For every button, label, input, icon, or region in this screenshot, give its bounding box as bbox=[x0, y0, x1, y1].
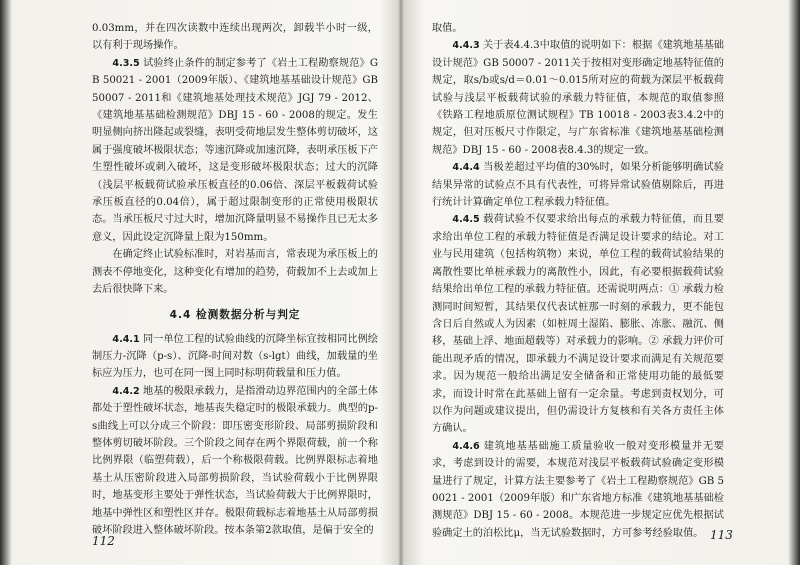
section-text: 地基的极限承载力，是指滑动边界范围内的全部土体都处于塑性破坏状态，地基丧失稳定时的极限承载力。典型的p-s曲线上可以分成三个阶段：即压密变形阶段、局部剪损阶段和整体剪切破坏阶段。三个阶段之间存在两个界限荷载，前一个称比例界限（临塑荷载），后一个称极限荷载。比例界限标志着地基土从压密阶段进入局部剪损阶段，当试验荷载小于比例界限时，地基变形主要处于弹性状态，当试验荷载大于比例界限时，地基中弹性区和塑性区并存。极限荷载标志着地基土从局部剪损破坏阶段进入整体破坏阶段。按本条第2款取值，是偏于安全的 bbox=[92, 385, 378, 536]
section-4-3-5 bbox=[92, 55, 378, 246]
left-page bbox=[92, 20, 378, 539]
section-4-4-5 bbox=[432, 211, 724, 437]
section-text: 建筑地基基础施工质量验收一般对变形模量并无要求，考虑到设计的需要，本规范对浅层平板载荷试验确定变形模量进行了规定，计算方法主要参考了《岩土工程勘察规范》GB 50021 - 2001（2009年版）和广东省地方标准《建筑地基基础检测规范》DBJ 15 - 60 - 2008。本规范进一步规定应优先根据试验确定土的泊松比μ，当无试验数据时，方可参考经验取值。 bbox=[432, 440, 724, 539]
paragraph-continuation: 取值。 bbox=[432, 23, 463, 34]
section-number: 4.3.5 bbox=[112, 57, 140, 69]
paragraph-rock-foundation: 在确定终止试验标准时，对岩基而言，常表现为承压板上的测表不停地变化，这种变化有增加的趋势，荷载加不上去或加上去后很快降下来。 bbox=[92, 249, 378, 296]
section-4-4-1 bbox=[92, 331, 378, 383]
page-number-right: 113 bbox=[710, 528, 733, 542]
section-4-4-2 bbox=[92, 383, 378, 540]
paragraph-continuation: 0.03mm，并在四次读数中连续出现两次，卸载半小时一级，以有利于现场操作。 bbox=[92, 23, 378, 52]
right-page bbox=[432, 20, 724, 542]
section-text: 关于表4.4.3中取值的说明如下：根据《建筑地基基础设计规范》GB 50007 - 2011关于按相对变形确定地基特征值的规定，取s/b或s/d＝0.01～0.015所对应的荷载为深层平板载荷试验与浅层平板载荷试验的承载力特征值，本规范的取值参照《铁路工程地质原位测试规程》TB 10018 - 2003表3.4.2中的规定，但对压板尺寸作限定，与广东省标准《建筑地基基础检测规范》DBJ 15 - 60 - 2008表8.4.3的规定一致。 bbox=[432, 40, 724, 156]
section-text: 同一单位工程的试验曲线的沉降坐标宜按相同比例绘制压力-沉降（p-s）、沉降-时间对数（s-lgt）曲线，加载量的坐标应为压力，也可在同一图上同时标明荷载量和压力值。 bbox=[92, 333, 378, 380]
page-number-left: 112 bbox=[92, 534, 115, 548]
section-4-4-3 bbox=[432, 37, 724, 159]
section-number: 4.4.4 bbox=[452, 162, 480, 174]
section-number: 4.4.1 bbox=[112, 333, 140, 345]
section-text: 试验终止条件的制定参考了《岩土工程勘察规范》GB 50021 - 2001（2009年版）、《建筑地基基础设计规范》GB 50007 - 2011和《建筑地基处理技术规范》JGJ 79 - 2012、《建筑地基基础检测规范》DBJ 15 - 60 - 2008的规定。发生明显侧向挤出隆起或裂缝，表明受荷地层发生整体剪切破坏，这属于强度破坏极限状态；等速沉降或加速沉降，表明承压板下产生塑性破坏或刺入破坏，这是变形破坏极限状态；过大的沉降（浅层平板载荷试验承压板直径的0.06倍、深层平板载荷试验承压板直径的0.04倍），属于超过限制变形的正常使用极限状态。当承压板尺寸过大时，增加沉降量明显不易操作且已无太多意义，因此设定沉降量上限为150mm。 bbox=[92, 57, 378, 243]
section-number: 4.4.5 bbox=[452, 214, 480, 226]
section-text: 当极差超过平均值的30%时，如果分析能够明确试验结果异常的试验点不具有代表性，可将异常试验值剔除后，再进行统计计算确定单位工程承载力特征值。 bbox=[432, 162, 724, 209]
section-4-4-6 bbox=[432, 438, 724, 542]
section-number: 4.4.2 bbox=[112, 385, 140, 397]
section-4-4-4 bbox=[432, 159, 724, 211]
section-text: 载荷试验不仅要求给出每点的承载力特征值，而且要求给出单位工程的承载力特征值是否满足设计要求的结论。对工业与民用建筑（包括构筑物）来说，单位工程的载荷试验结果的离散性要比单桩承载力的离散性小，因此，有必要根据载荷试验结果给出单位工程的承载力特征值。还需说明两点：① 承载力检测同时间短暂，其结果仅代表试桩那一时刻的承载力，更不能包含日后自然或人为因素（如桩周土湿陷、膨胀、冻胀、融沉、侧移，基础上浮、地面超载等）对承载力的影响。② 承载力评价可能出现矛盾的情况，即承载力不满足设计要求而满足有关规范要求。因为规范一般给出满足安全储备和正常使用功能的最低要求，而设计时常在此基础上留有一定余量。考虑到责权划分，可以作为问题或建议提出，但仍需设计方复核和有关各方责任主体方确认。 bbox=[432, 214, 724, 435]
section-number: 4.4.6 bbox=[452, 440, 480, 452]
section-heading-4-4: 4.4 检测数据分析与判定 bbox=[169, 308, 301, 321]
section-number: 4.4.3 bbox=[452, 40, 480, 52]
